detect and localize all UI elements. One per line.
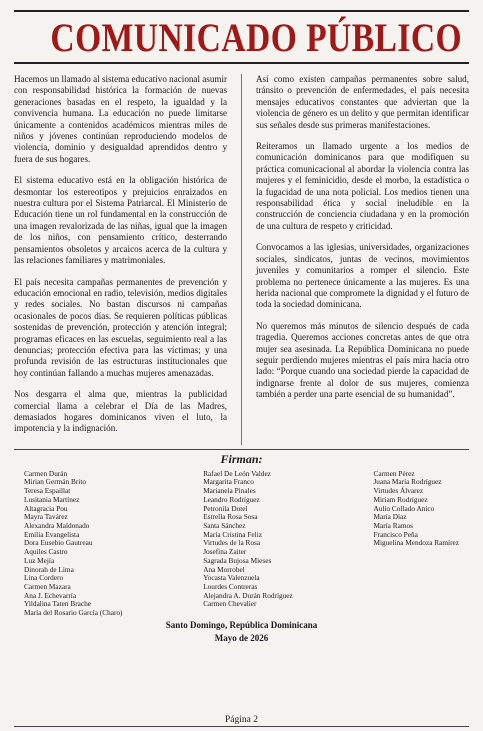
signatory-name: Santa Sánchez [203, 521, 246, 530]
signatures-divider [14, 449, 469, 450]
signatory-name: Dora Eusebio Gautreau [24, 538, 93, 548]
signatures-list [14, 470, 469, 618]
signatory-name: Rafael De León Valdez [203, 468, 271, 478]
signatory-name: Sagrada Bujosa Mieses [203, 555, 272, 565]
signatory-name: Carmen Mazara [24, 581, 71, 591]
paragraph: Nos desgarra el alma que, mientras la publicidad comercial llama a celebrar el Día de las Madres, demasiados hogares dominicanos viven el luto, la impotencia y la indignación. [14, 389, 228, 434]
signatory-name: Lina Cordero [24, 573, 64, 583]
article-columns [14, 74, 469, 445]
paragraph: Convocamos a las iglesias, universidades, organizaciones sociales, sindicatos, juntas de vecinos, movimientos juveniles y comunitarios a romper el silencio. Este problema no pertenece únicamente a las mujeres. Es una herida nacional que compromete la dignidad y el futuro de toda la sociedad dominicana. [255, 242, 469, 310]
masthead [14, 10, 469, 64]
signatory-name: Josefina Zaiter [203, 547, 247, 557]
signatory-name: Miguelina Mendoza Ramírez [373, 538, 459, 548]
signatory-name: Mirian Germán Brito [24, 477, 87, 487]
paragraph: No queremos más minutos de silencio después de cada tragedia. Queremos acciones concretas antes de que otra mujer sea asesinada. La República Dominicana no puede seguir perdiendo mujeres mientras el país mira hacia otro lado: “Porque cuando una sociedad pierde la capacidad de indignarse frente al dolor de sus mujeres, comienza también a perder una parte esencial de su humanidad”. [255, 320, 469, 400]
signatory-name: Petronila Dotel [203, 503, 248, 513]
signatory-name: Yocasta Valenzuela [203, 573, 260, 583]
signatory-name: María Díaz [373, 512, 407, 522]
signatory-name: Virtudes Álvarez [373, 486, 424, 496]
signatory-name: Alexandra Maldonado [24, 521, 90, 530]
signatory-name: Ana Morrobel [203, 564, 245, 574]
paragraph: El país necesita campañas permanentes de prevención y educación emocional en radio, televisión, medios digitales y redes sociales. No bastan discursos ni campañas ocasionales de pocos días. Se requieren políticas públicas sostenidas de prevención, protección y atención integral; programas eficaces en las escuelas, seguimiento real a las denuncias; protección efectiva para las víctimas; y una profunda revisión de las estructuras institucionales que hoy continúan fallando a muchas mujeres amenazadas. [14, 276, 228, 378]
signatory-name: Francisco Peña [373, 529, 418, 539]
signatures-column-2 [203, 470, 293, 618]
signatory-name: Carmen Durán [24, 468, 68, 478]
signatory-name: Margarita Franco [203, 477, 254, 487]
signatory-name: Teresa Espaillat [24, 486, 71, 496]
signatory-name: Miriam Rodríguez [373, 494, 428, 504]
signatory-name: María Ramos [373, 521, 413, 530]
signatory-name: Estrella Rosa Sosa [203, 512, 258, 522]
signatory-name: Dinorah de Lima [24, 564, 74, 574]
right-column [256, 74, 469, 445]
signatory-name: María del Rosario García (Charo) [24, 608, 123, 618]
signatory-name: Marianela Pinales [203, 486, 256, 496]
paragraph: Reiteramos un llamado urgente a los medios de comunicación dominicanos para que modifiquen su práctica comunicacional al abordar la violencia contra las mujeres y el feminicidio, desde el morbo, la estadística o la fugacidad de una nota policial. Los medios tienen una responsabilidad ética y social ineludible en la construcción de conciencia ciudadana y en la promoción de una cultura de respeto y criticidad. [255, 141, 469, 231]
signatures-column-1 [24, 470, 122, 618]
page-number: Página 2 [225, 715, 258, 725]
signatory-name: Juana María Rodríguez [373, 477, 442, 487]
signatory-name: Aquiles Castro [24, 547, 68, 557]
signatory-name: Luz Mejía [24, 555, 55, 565]
signatory-name: Aulio Collado Anico [373, 503, 435, 513]
signatory-name: Lusitania Martínez [24, 494, 80, 504]
signatory-name: Leandro Rodríguez [203, 494, 260, 504]
paragraph: El sistema educativo está en la obligación histórica de desmontar los estereotipos y prejuicios enraizados en nuestra cultura por el Sistema Patriarcal. El Ministerio de Educación tiene un rol fundamental en la construcción de una imagen revalorizada de las niñas, igual que la imagen de los niños, con pensamiento crítico, desterrando pensamientos obsoletos y arcaicos acerca de la cultura y las relaciones familiares y matrimoniales. [14, 175, 228, 266]
signatory-name: Mayra Tavárez [24, 512, 68, 522]
signatory-name: Yildalina Taten Brache [24, 599, 92, 609]
signatory-name: Virtudes de la Rosa [203, 538, 261, 548]
signatures-column-3 [373, 470, 459, 618]
page-title: COMUNICADO PÚBLICO [50, 15, 463, 60]
signatory-name: Lourdes Contreras [203, 581, 258, 591]
bottom-divider [14, 726, 469, 727]
paragraph: Hacemos un llamado al sistema educativo nacional asumir con responsabilidad histórica la formación de nuevas generaciones basadas en el respeto, la igualdad y la convivencia humana. La educación no puede limitarse únicamente a contenidos académicos mientras miles de niños y jóvenes continúan reproduciendo modelos de violencia, dominio y desigualdad aprendidos dentro y fuera de sus hogares. [14, 74, 228, 164]
signatory-name: Emilia Evangelista [24, 529, 80, 539]
left-column [14, 74, 227, 445]
signatory-name: Carmen Pérez [373, 468, 415, 478]
signatures-title: Firman: [220, 451, 263, 466]
date-line: Mayo de 2026 [214, 632, 269, 643]
place-line: Santo Domingo, República Dominicana [165, 619, 318, 630]
column-divider [241, 74, 242, 445]
signatory-name: Alejandra A. Durán Rodríguez [203, 590, 293, 600]
signatory-name: Carmen Chevalier [203, 599, 257, 609]
signatory-name: María Cristina Feliz [203, 529, 262, 539]
signatory-name: Altagracia Pou [24, 503, 68, 513]
paragraph: Así como existen campañas permanentes sobre salud, tránsito o prevención de enfermedades, el país necesita mensajes educativos constantes que adviertan que la violencia de género es un delito y que permitan identificar sus señales desde sus primeras manifestaciones. [255, 74, 469, 130]
signatory-name: Ana J. Echevarría [24, 590, 77, 600]
